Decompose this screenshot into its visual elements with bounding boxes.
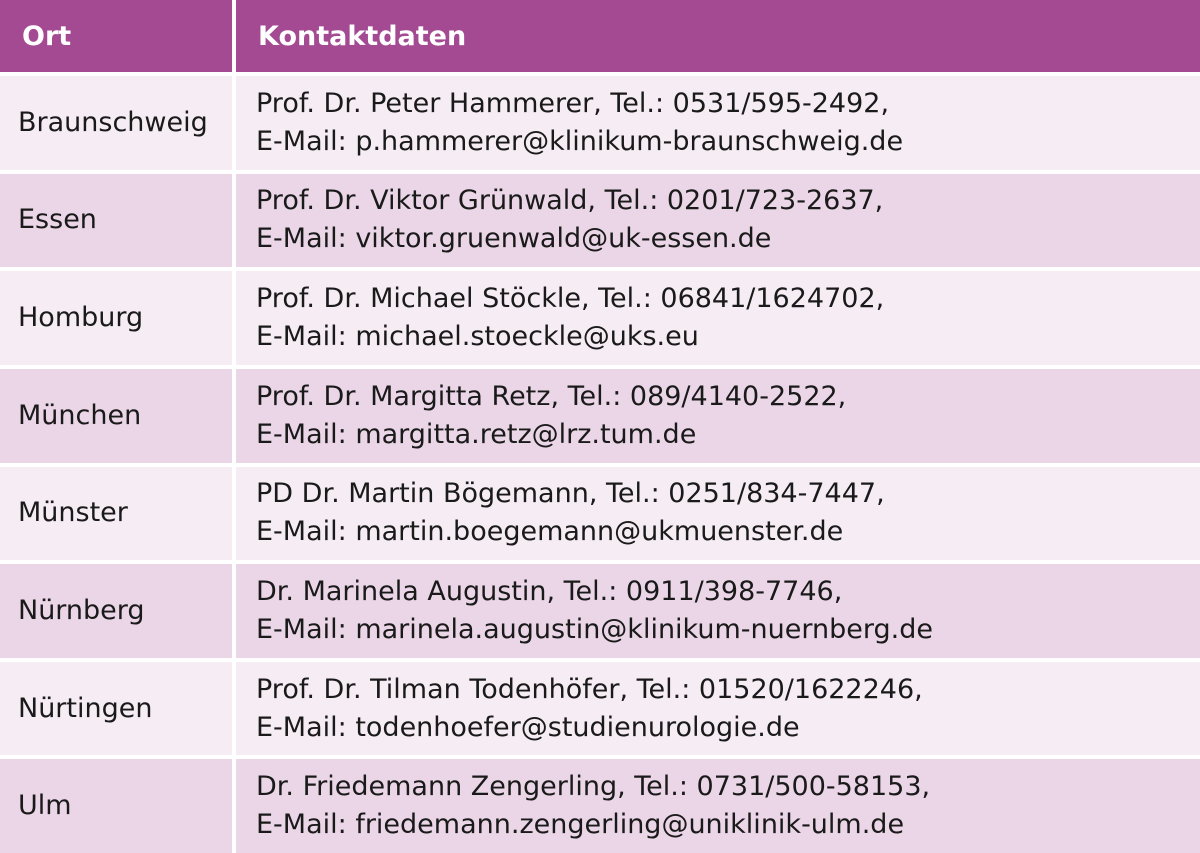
email-line: E-Mail: todenhoefer@studienurologie.de xyxy=(256,711,800,743)
cell-ort: München xyxy=(0,369,232,463)
cell-kontakt xyxy=(236,271,1200,365)
email-line: E-Mail: martin.boegemann@ukmuenster.de xyxy=(256,516,844,548)
email-line: E-Mail: margitta.retz@lrz.tum.de xyxy=(256,418,697,450)
contact-line: Prof. Dr. Tilman Todenhöfer, Tel.: 01520/1622246, xyxy=(256,673,923,705)
contact-line: Dr. Marinela Augustin, Tel.: 0911/398-7746, xyxy=(256,575,843,607)
cell-ort: Essen xyxy=(0,174,232,268)
header-ort: Ort xyxy=(0,0,232,72)
cell-kontakt xyxy=(236,369,1200,463)
cell-kontakt xyxy=(236,564,1200,658)
cell-ort: Braunschweig xyxy=(0,76,232,170)
contact-line: Prof. Dr. Peter Hammerer, Tel.: 0531/595-2492, xyxy=(256,87,890,119)
cell-ort: Homburg xyxy=(0,271,232,365)
cell-ort: Ulm xyxy=(0,759,232,853)
contact-line: Prof. Dr. Viktor Grünwald, Tel.: 0201/723-2637, xyxy=(256,185,884,217)
cell-kontakt xyxy=(236,662,1200,756)
contact-line: Prof. Dr. Michael Stöckle, Tel.: 06841/1624702, xyxy=(256,283,885,315)
cell-kontakt xyxy=(236,174,1200,268)
cell-kontakt xyxy=(236,467,1200,561)
cell-ort: Nürtingen xyxy=(0,662,232,756)
contact-line: Dr. Friedemann Zengerling, Tel.: 0731/500-58153, xyxy=(256,771,931,803)
email-line: E-Mail: michael.stoeckle@uks.eu xyxy=(256,321,699,353)
contact-line: Prof. Dr. Margitta Retz, Tel.: 089/4140-2522, xyxy=(256,380,847,412)
cell-ort: Münster xyxy=(0,467,232,561)
email-line: E-Mail: p.hammerer@klinikum-braunschweig.de xyxy=(256,125,904,157)
contact-line: PD Dr. Martin Bögemann, Tel.: 0251/834-7447, xyxy=(256,478,885,510)
header-kontaktdaten: Kontaktdaten xyxy=(236,0,1200,72)
cell-ort: Nürnberg xyxy=(0,564,232,658)
email-line: E-Mail: friedemann.zengerling@uniklinik-ulm.de xyxy=(256,809,905,841)
email-line: E-Mail: viktor.gruenwald@uk-essen.de xyxy=(256,223,772,255)
email-line: E-Mail: marinela.augustin@klinikum-nuernberg.de xyxy=(256,613,933,645)
cell-kontakt xyxy=(236,759,1200,853)
cell-kontakt xyxy=(236,76,1200,170)
